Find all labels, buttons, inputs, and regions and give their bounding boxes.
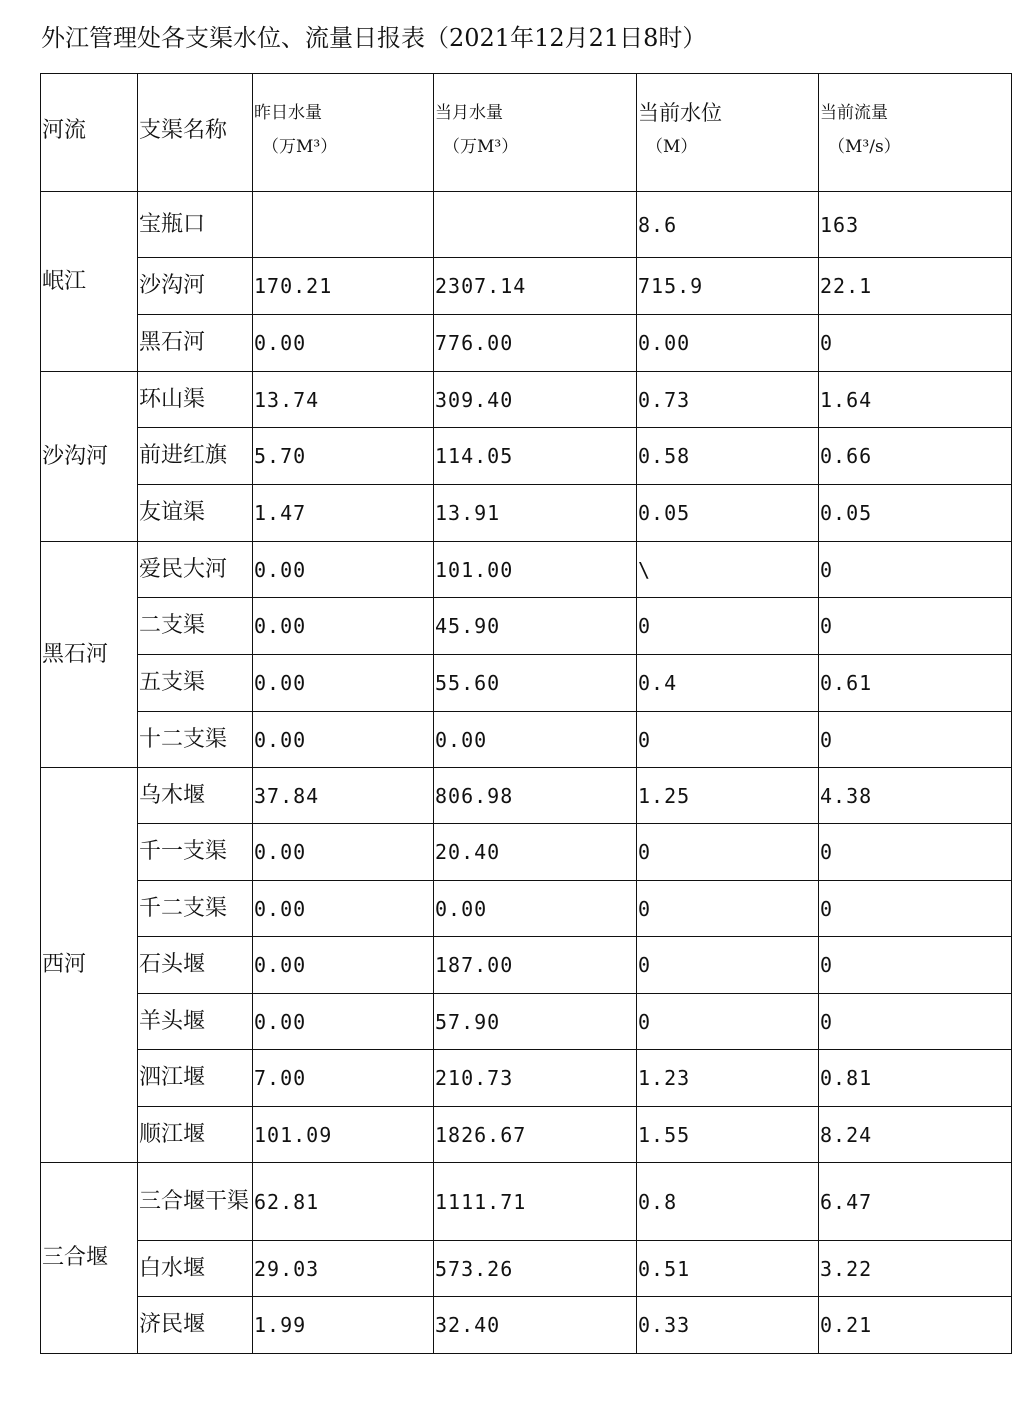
header-level	[637, 74, 819, 192]
flow-rate: 0.81	[819, 1050, 1012, 1107]
header-yesterday-unit: （万M³）	[262, 137, 338, 157]
month-volume: 20.40	[434, 824, 637, 881]
month-volume: 1826.67	[434, 1107, 637, 1163]
yesterday-volume: 0.00	[253, 994, 434, 1050]
header-level-unit: （M）	[646, 137, 698, 157]
month-volume: 776.00	[434, 315, 637, 372]
month-volume: 806.98	[434, 768, 637, 824]
flow-rate: 0	[819, 598, 1012, 655]
table-row	[41, 428, 1012, 485]
canal-name: 济民堰	[138, 1297, 253, 1354]
flow-rate: 0	[819, 824, 1012, 881]
flow-rate: 0	[819, 881, 1012, 937]
flow-rate: 3.22	[819, 1241, 1012, 1297]
flow-rate: 0	[819, 712, 1012, 768]
yesterday-volume: 29.03	[253, 1241, 434, 1297]
water-level: 0.51	[637, 1241, 819, 1297]
table-row	[41, 824, 1012, 881]
water-level: 0.05	[637, 485, 819, 542]
month-volume: 210.73	[434, 1050, 637, 1107]
table-row	[41, 258, 1012, 315]
month-volume: 101.00	[434, 542, 637, 598]
water-level: 1.23	[637, 1050, 819, 1107]
water-level: 0	[637, 937, 819, 994]
flow-rate: 0.66	[819, 428, 1012, 485]
yesterday-volume: 0.00	[253, 542, 434, 598]
yesterday-volume: 0.00	[253, 655, 434, 712]
report-title: 外江管理处各支渠水位、流量日报表（2021年12月21日8时）	[41, 24, 707, 52]
table-row	[41, 1241, 1012, 1297]
table-row	[41, 485, 1012, 542]
header-month-unit: （万M³）	[443, 137, 519, 157]
table-row	[41, 1050, 1012, 1107]
canal-name: 三合堰干渠	[138, 1163, 253, 1241]
month-volume: 2307.14	[434, 258, 637, 315]
month-volume: 114.05	[434, 428, 637, 485]
flow-rate: 8.24	[819, 1107, 1012, 1163]
table-row	[41, 1163, 1012, 1241]
month-volume	[434, 192, 637, 258]
flow-rate: 0	[819, 937, 1012, 994]
water-level: 0	[637, 712, 819, 768]
yesterday-volume: 170.21	[253, 258, 434, 315]
water-level: \	[637, 542, 819, 598]
canal-name: 羊头堰	[138, 994, 253, 1050]
water-level: 8.6	[637, 192, 819, 258]
water-level: 0.00	[637, 315, 819, 372]
yesterday-volume: 37.84	[253, 768, 434, 824]
flow-rate: 6.47	[819, 1163, 1012, 1241]
canal-name: 五支渠	[138, 655, 253, 712]
canal-name: 沙沟河	[138, 258, 253, 315]
header-row	[41, 74, 1012, 192]
canal-name: 千二支渠	[138, 881, 253, 937]
month-volume: 13.91	[434, 485, 637, 542]
flow-rate: 0.05	[819, 485, 1012, 542]
river-name: 黑石河	[41, 542, 138, 768]
month-volume: 1111.71	[434, 1163, 637, 1241]
header-canal: 支渠名称	[138, 74, 253, 192]
yesterday-volume: 0.00	[253, 315, 434, 372]
yesterday-volume: 0.00	[253, 712, 434, 768]
header-yesterday	[253, 74, 434, 192]
water-level: 0	[637, 881, 819, 937]
yesterday-volume	[253, 192, 434, 258]
yesterday-volume: 0.00	[253, 881, 434, 937]
yesterday-volume: 13.74	[253, 372, 434, 428]
table-row	[41, 192, 1012, 258]
canal-name: 环山渠	[138, 372, 253, 428]
water-level: 0.33	[637, 1297, 819, 1354]
water-report-table	[40, 73, 1012, 1354]
canal-name: 顺江堰	[138, 1107, 253, 1163]
flow-rate: 0	[819, 542, 1012, 598]
yesterday-volume: 101.09	[253, 1107, 434, 1163]
canal-name: 宝瓶口	[138, 192, 253, 258]
canal-name: 泗江堰	[138, 1050, 253, 1107]
canal-name: 前进红旗	[138, 428, 253, 485]
table-row	[41, 712, 1012, 768]
month-volume: 309.40	[434, 372, 637, 428]
yesterday-volume: 0.00	[253, 598, 434, 655]
yesterday-volume: 62.81	[253, 1163, 434, 1241]
river-name: 三合堰	[41, 1163, 138, 1354]
canal-name: 石头堰	[138, 937, 253, 994]
water-level: 0	[637, 598, 819, 655]
month-volume: 0.00	[434, 712, 637, 768]
water-level: 0.73	[637, 372, 819, 428]
flow-rate: 163	[819, 192, 1012, 258]
canal-name: 千一支渠	[138, 824, 253, 881]
yesterday-volume: 7.00	[253, 1050, 434, 1107]
month-volume: 0.00	[434, 881, 637, 937]
flow-rate: 22.1	[819, 258, 1012, 315]
flow-rate: 0	[819, 315, 1012, 372]
canal-name: 爱民大河	[138, 542, 253, 598]
header-level-label: 当前水位	[638, 101, 722, 125]
header-flow	[819, 74, 1012, 192]
header-month-label: 当月水量	[435, 103, 503, 123]
canal-name: 二支渠	[138, 598, 253, 655]
canal-name: 十二支渠	[138, 712, 253, 768]
month-volume: 57.90	[434, 994, 637, 1050]
canal-name: 黑石河	[138, 315, 253, 372]
table-row	[41, 655, 1012, 712]
table-row	[41, 315, 1012, 372]
water-level: 0.58	[637, 428, 819, 485]
river-name: 沙沟河	[41, 372, 138, 542]
header-flow-unit: （M³/s）	[828, 137, 901, 157]
table-row	[41, 372, 1012, 428]
table-row	[41, 1107, 1012, 1163]
month-volume: 45.90	[434, 598, 637, 655]
yesterday-volume: 1.47	[253, 485, 434, 542]
table-row	[41, 994, 1012, 1050]
month-volume: 55.60	[434, 655, 637, 712]
yesterday-volume: 5.70	[253, 428, 434, 485]
flow-rate: 0.61	[819, 655, 1012, 712]
table-row	[41, 542, 1012, 598]
table-row	[41, 598, 1012, 655]
flow-rate: 4.38	[819, 768, 1012, 824]
river-name: 岷江	[41, 192, 138, 372]
flow-rate: 0.21	[819, 1297, 1012, 1354]
canal-name: 乌木堰	[138, 768, 253, 824]
header-river: 河流	[41, 74, 138, 192]
month-volume: 32.40	[434, 1297, 637, 1354]
flow-rate: 0	[819, 994, 1012, 1050]
canal-name: 友谊渠	[138, 485, 253, 542]
table-row	[41, 768, 1012, 824]
header-yesterday-label: 昨日水量	[254, 103, 322, 123]
yesterday-volume: 1.99	[253, 1297, 434, 1354]
month-volume: 573.26	[434, 1241, 637, 1297]
water-level: 0	[637, 994, 819, 1050]
water-level: 1.55	[637, 1107, 819, 1163]
yesterday-volume: 0.00	[253, 937, 434, 994]
water-level: 1.25	[637, 768, 819, 824]
water-level: 715.9	[637, 258, 819, 315]
yesterday-volume: 0.00	[253, 824, 434, 881]
table-row	[41, 937, 1012, 994]
header-flow-label: 当前流量	[820, 103, 888, 123]
canal-name: 白水堰	[138, 1241, 253, 1297]
table-row	[41, 1297, 1012, 1354]
table-row	[41, 881, 1012, 937]
water-level: 0	[637, 824, 819, 881]
river-name: 西河	[41, 768, 138, 1163]
month-volume: 187.00	[434, 937, 637, 994]
water-level: 0.8	[637, 1163, 819, 1241]
water-level: 0.4	[637, 655, 819, 712]
flow-rate: 1.64	[819, 372, 1012, 428]
header-month	[434, 74, 637, 192]
